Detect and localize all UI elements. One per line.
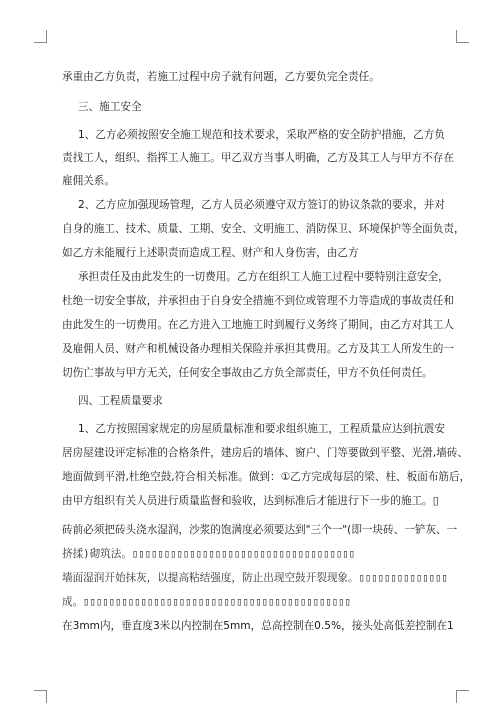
corner-crop-mark (456, 30, 469, 43)
text-line: 切伤亡事故与甲方无关，任何安全事故由乙方负全部责任，甲方不负任何责任。 (62, 367, 433, 379)
text-line: 1、乙方按照国家规定的房屋质量标准和要求组织施工，工程质量应达到抗震安 (78, 423, 445, 435)
text-line: 责找工人，组织、指挥工人施工。甲乙双方当事人明确，乙方及其工人与甲方不存在 (62, 152, 454, 164)
text-line: 承担责任及由此发生的一切费用。乙方在组织工人施工过程中要特别注意安全， (78, 271, 449, 283)
corner-crop-mark (34, 690, 47, 703)
text-line: 在3mm内，垂直度3米以内控制在5mm，总高控制在0.5%，接头处高低差控制在1 (62, 620, 454, 632)
corner-crop-mark (34, 30, 47, 43)
text-line: 1、乙方必须按照安全施工规范和技术要求，采取严格的安全防护措施，乙方负 (78, 129, 445, 141)
text-line: 由此发生的一切费用。在乙方进入工地施工时到履行义务终了期间，由乙方对其工人 (62, 319, 454, 331)
section-heading: 三、施工安全 (78, 101, 142, 113)
text-line: 居房屋建设评定标准的合格条件，建房后的墙体、窗户、门等要做到平整、光滑,墙砖、 (62, 447, 468, 459)
corner-crop-mark (456, 690, 469, 703)
text-line: 如乙方未能履行上述职责而造成工程、财产和人身伤害，由乙方 (62, 247, 359, 259)
text-line: 杜绝一切安全事故，并承担由于自身安全措施不到位或管理不力等造成的事故责任和 (62, 295, 454, 307)
section-heading: 四、工程质量要求 (78, 395, 163, 407)
garbled-text-line: 挤揉)砌筑法。▯▯▯▯▯▯▯▯▯▯▯▯▯▯▯▯▯▯▯▯▯▯▯▯▯▯▯▯▯▯▯▯▯▯▯ (62, 548, 356, 560)
text-line: 自身的施工、技术、质量、工期、安全、文明施工、消防保卫、环境保护等全面负责， (62, 223, 465, 235)
text-line: 地面做到平滑,杜绝空鼓,符合相关标准。做到：①乙方完成每层的梁、柱、板面布筋后， (62, 471, 471, 483)
text-line: 雇佣关系。 (62, 175, 115, 187)
text-line: 2、乙方应加强现场管理，乙方人员必须遵守双方签订的协议条款的要求，并对 (78, 199, 445, 211)
garbled-text-line: 成。▯▯▯▯▯▯▯▯▯▯▯▯▯▯▯▯▯▯▯▯▯▯▯▯▯▯▯▯▯▯▯▯▯▯▯▯▯▯▯▯▯▯ (62, 596, 352, 608)
text-line: 砖前必须把砖头浇水湿润，沙浆的饱满度必须要达到"三个一"(即一块砖、一铲灰、一 (62, 524, 458, 536)
text-line: 由甲方组织有关人员进行质量监督和验收，达到标准后才能进行下一步的施工。▯ (62, 495, 439, 507)
text-line: 及雇佣人员、财产和机械设备办理相关保险并承担其费用。乙方及其工人所发生的一 (62, 343, 454, 355)
garbled-text-line: 墙面湿润开始抹灰，以提高粘结强度，防止出现空鼓开裂现象。▯▯▯▯▯▯▯▯▯▯▯▯▯▯ (62, 572, 448, 584)
text-line: 承重由乙方负责，若施工过程中房子就有问题，乙方要负完全责任。 (62, 71, 380, 83)
